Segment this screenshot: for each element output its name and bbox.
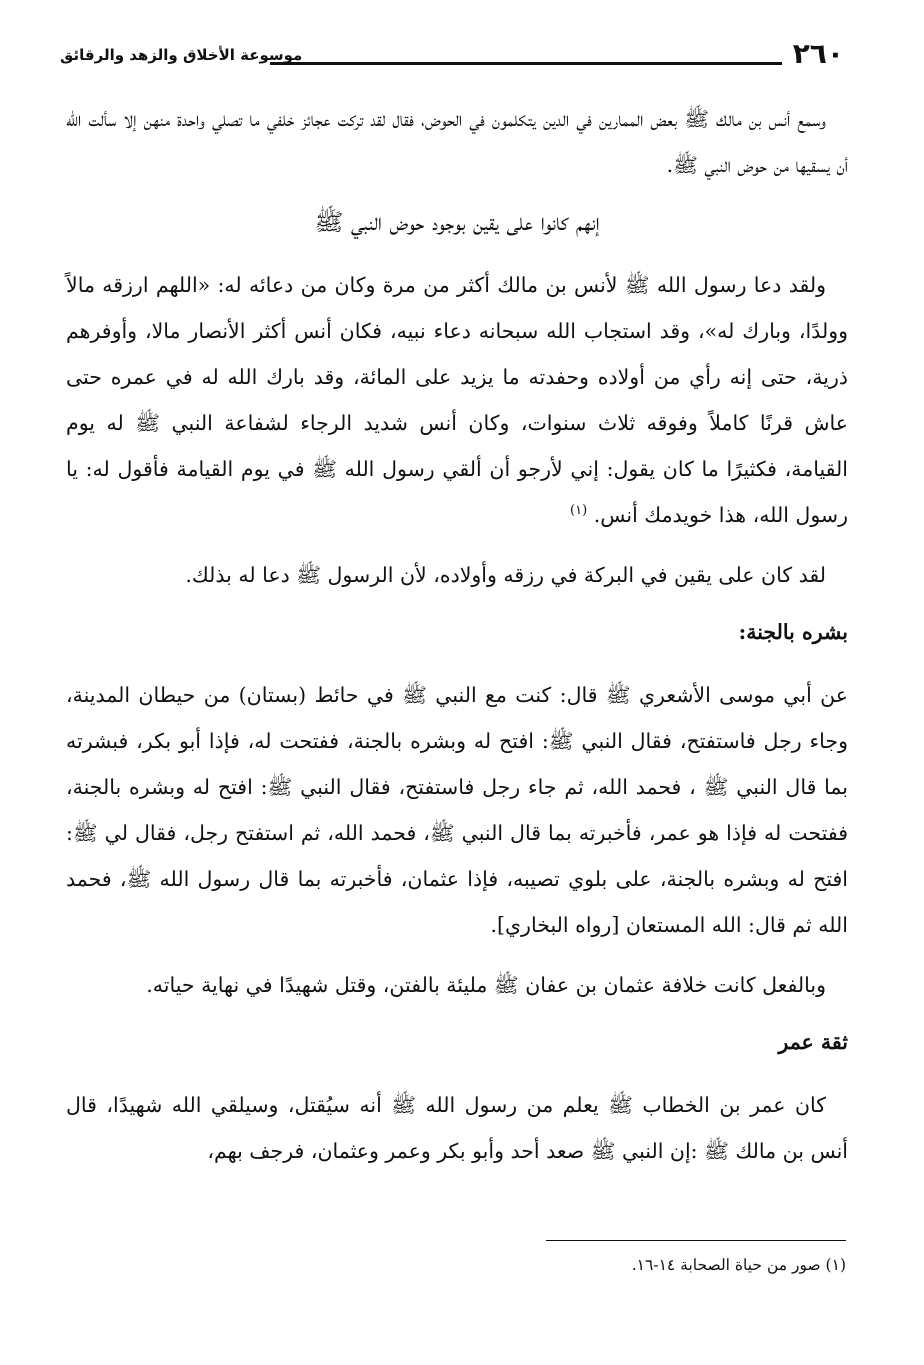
subheading: بشره بالجنة: [738,620,848,644]
paragraph: وبالفعل كانت خلافة عثمان بن عفان ﷺ مليئة بالفتن، وقتل شهيدًا في نهاية حياته. [146,973,826,997]
subheading: ثقة عمر [778,1030,848,1054]
footnote-rule [546,1240,846,1241]
paragraph: لقد كان على يقين في البركة في رزقه وأولاده، لأن الرسول ﷺ دعا له بذلك. [185,563,826,587]
book-title: موسوعة الأخلاق والزهد والرقائق [60,46,303,64]
paragraph-text: ولقد دعا رسول الله ﷺ لأنس بن مالك أكثر من مرة وكان من دعائه له: «اللهم ارزقه مالاً وولدًا، وبارك له»، وقد استجاب الله سبحانه دعاء نبيه، فكان أنس أكثر الأنصار مالا، وأوفرهم ذرية، حتى إنه رأي من أولاده وحفدته ما يزيد على المائة، وقد بارك الله له في عمره حتى عاش قرنًا كاملاً وفوقه ثلاث سنوات، وكان أنس شديد الرجاء لشفاعة النبي ﷺ له يوم القيامة، فكثيرًا ما كان يقول: إني لأرجو أن ألقي رسول الله ﷺ في يوم القيامة فأقول له: يا رسول الله، هذا خويدمك أنس. [66,273,848,527]
footnote: (١) صور من حياة الصحابة ١٤-١٦. [631,1256,846,1274]
header-rule [270,62,782,65]
page-number: ٢٦٠ [792,37,844,70]
footnote-reference: (١) [570,503,588,519]
paragraph: عن أبي موسى الأشعري ﷺ قال: كنت مع النبي ﷺ في حائط (بستان) من حيطان المدينة، وجاء رجل فاستفتح، فقال النبي ﷺ: افتح له وبشره بالجنة، ففتحت له، فإذا أبو بكر، فبشرته بما قال النبي ﷺ ، فحمد الله، ثم جاء رجل فاستفتح، فقال النبي ﷺ: افتح له وبشره بالجنة، ففتحت له فإذا هو عمر، فأخبرته بما قال النبي ﷺ، فحمد الله، ثم استفتح رجل، فقال لي ﷺ: افتح له وبشره بالجنة، على بلوي تصيبه، فإذا عثمان، فأخبرته بما قال رسول الله ﷺ، فحمد الله ثم قال: الله المستعان [رواه البخاري]. [66,683,848,937]
section-heading: إنهم كانوا على يقين بوجود حوض النبي ﷺ [314,208,600,236]
paragraph: كان عمر بن الخطاب ﷺ يعلم من رسول الله ﷺ أنه سيُقتل، وسيلقي الله شهيدًا، قال أنس بن مالك ﷺ :إن النبي ﷺ صعد أحد وأبو بكر وعمر وعثمان، فرجف بهم، [66,1093,848,1163]
paragraph [66,262,848,538]
paragraph: وسمع أنس بن مالك ﷺ بعض الممارين في الدين يتكلمون في الحوض، فقال لقد تركت عجائز خلفي ما تصلي واحدة منهن إلا سألت الله أن يسقيها من حوض النبي ﷺ. [66,107,848,177]
running-header [60,36,844,76]
body-text [66,96,848,1188]
